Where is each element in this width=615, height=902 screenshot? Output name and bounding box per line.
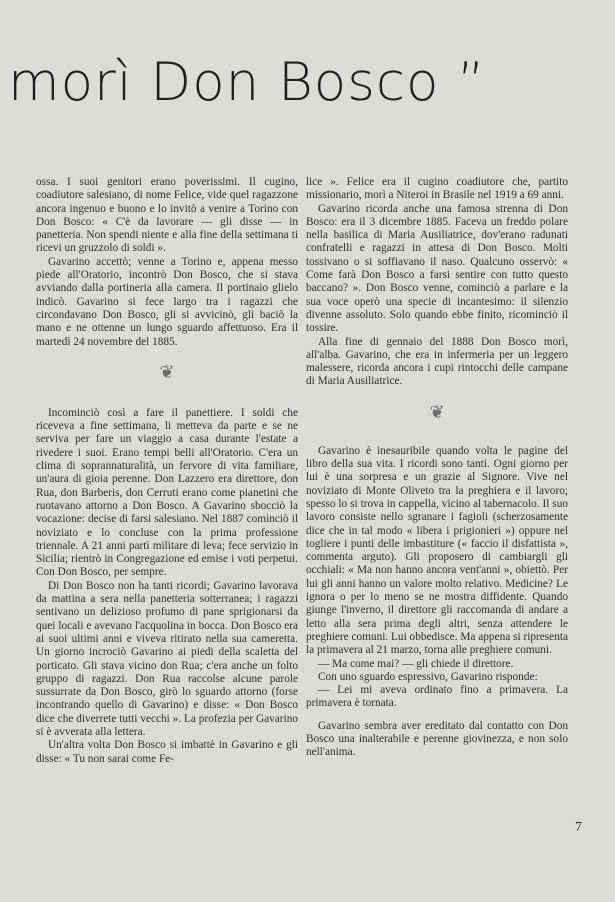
paragraph: ossa. I suoi genitori erano poverissimi. Il cugino, coadiutore salesiano, di nome Felice, vide quel ragazzone ancora ingenuo e buono e lo invitò a venire a Torino con Don Bosco: « C'è da lavorare — gli disse — in panetteria. Non spendi niente e alla fine della settimana ti ricevi un gruzzolo di soldi ». [36,176,298,255]
right-column [306,176,568,760]
paragraph: Gavarino sembra aver ereditato dal contatto con Don Bosco una inalterabile e perenne giovinezza, e non solo nell'anima. [306,719,568,759]
paragraph: — Ma come mai? — gli chiede il direttore. [318,657,514,670]
paragraph: — Lei mi aveva ordinato fino a primavera. La primavera è tornata. [306,684,568,710]
paragraph: lice ». Felice era il cugino coadiutore che, partito missionario, morì a Niteroi in Brasile nel 1919 a 69 anni. [306,176,568,202]
floral-ornament-icon: ❦ [159,361,175,382]
paragraph: Gavarino è inesauribile quando volta le pagine del libro della sua vita. I ricordi sono tanti. Ogni giorno per lui è una sorpresa e un grazie al Signore. Vive nel noviziato di Monte Oliveto tra la preghiera e il lavoro; spesso lo si trova in cappella, vicino al tabernacolo. Il suo lavoro consiste nello sgranare i fagioli (scherzosamente dice che in tal modo « libera i prigionieri ») oppure nel togliere i punti delle imbastiture (« faccio il disfattista », commenta arguto). Gli proposero di cambiargli gli occhiali: « Ma non hanno ancora vent'anni », obiettò. Per lui gli anni hanno un valore molto relativo. Medicine? Le ignora o per lo meno se ne mostra diffidente. Quando giunge l'inverno, il direttore gli raccomanda di andare a letto alla sera prima degli altri, senza attendere le preghiere comuni. Lui obbedisce. Ma appena si ripresenta la primavera al 21 marzo, torna alle preghiere comuni. [306,444,568,657]
paragraph: Gavarino accettò; venne a Torino e, appena messo piede all'Oratorio, incontrò Don Bosco, che si stava avviando dalla portineria alla camera. Il portinaio glielo indicò. Gavarino si fece largo tra i ragazzi che circondavano Don Bosco, gli si avvicinò, gli baciò la mano e ne ottenne un lungo sguardo affettuoso. Era il martedì 24 novembre del 1885. [36,255,298,348]
floral-ornament-icon: ❦ [429,401,445,422]
paragraph: Incominciò così a fare il panettiere. I soldi che riceveva a fine settimana, li metteva da parte e se ne serviva per fare un viaggio a casa durante l'estate a rivedere i suoi. Erano tempi belli all'Oratorio. C'era un clima di soprannaturalità, un fervore di vita familiare, un'aura di gioia perenne. Don Lazzero era direttore, don Rua, don Barberis, don Cerruti erano come pianetini che ruotavano attorno a Don Bosco. A Gavarino sbocciò la vocazione: decise di farsi salesiano. Nel 1887 cominciò il noviziato e lo concluse con la prima professione triennale. A 21 anni partì militare di leva; fece servizio in Sicilia; rientrò in Congregazione ed emise i voti perpetui. Con Don Bosco, per sempre. [36,406,298,579]
paragraph: Con uno sguardo espressivo, Gavarino risponde: [318,670,538,683]
paragraph-gap [306,711,568,720]
page-number: 7 [575,820,582,835]
article-title: morì Don Bosco ” [8,52,486,113]
paragraph: Alla fine di gennaio del 1888 Don Bosco morì, all'alba. Gavarino, che era in infermeria per un leggero malessere, ricorda ancora i cupi rintocchi delle campane di Maria Ausiliatrice. [306,335,568,388]
paragraph: Di Don Bosco non ha tanti ricordi; Gavarino lavorava da mattina a sera nella panetteria sotterranea; i ragazzi sentivano un delizioso profumo di pane sprigionarsi da quei locali e avevano l'acquolina in bocca. Don Bosco era ai suoi ultimi anni e viveva ritirato nella sua cameretta. Un giorno incrociò Gavarino ai piedi della scaletta del porticato. Gli stava vicino don Rua; c'era anche un folto gruppo di ragazzi. Don Rua raccolse alcune parole sussurrate da Don Bosco, girò lo sguardo attorno (forse incontrando quello di Gavarino) e disse: « Don Bosco dice che diverrete tutti vecchi ». La profezia per Gavarino si è avverata alla lettera. [36,579,298,738]
paragraph: Un'altra volta Don Bosco si imbattè in Gavarino e gli disse: « Tu non sarai come Fe- [36,739,298,765]
left-column [36,176,298,766]
paragraph: Gavarino ricorda anche una famosa strenna di Don Bosco: era il 3 dicembre 1885. Faceva un freddo polare nella basilica di Maria Ausiliatrice, dov'erano radunati confratelli e ragazzi in attesa di Don Bosco. Molti tossivano o si soffiavano il naso. Qualcuno osservò: « Come farà Don Bosco a farsi sentire con tutto questo baccano? ». Don Bosco venne, cominciò a parlare e la sua voce operò una specie di incantesimo: il silenzio divenne assoluto. Solo quando ebbe finito, ricominciò il tossire. [306,202,568,335]
